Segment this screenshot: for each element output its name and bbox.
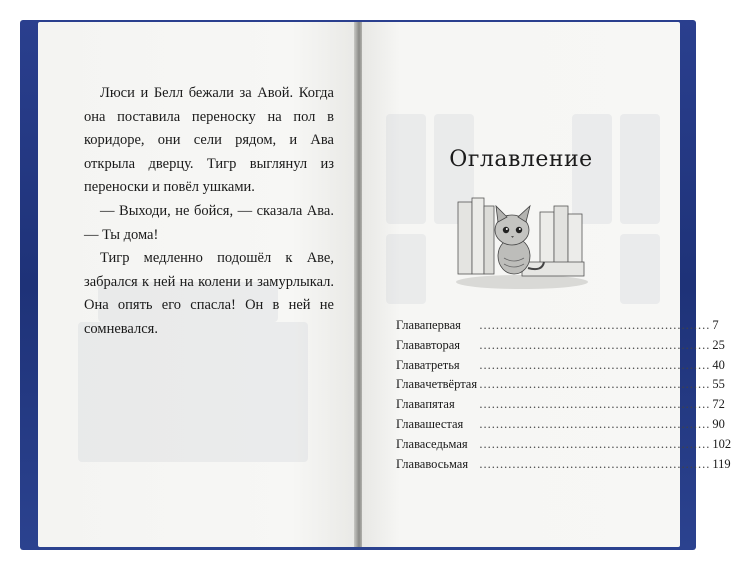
show-through-shape xyxy=(78,322,308,462)
toc-page-number: 40 xyxy=(712,357,725,372)
toc-leader-dots: ........................................................ xyxy=(479,397,711,412)
toc-chapter-word: Глава xyxy=(396,337,426,352)
toc-page-number: 72 xyxy=(712,397,725,412)
toc-entry[interactable] xyxy=(396,337,725,358)
right-page xyxy=(362,22,731,547)
toc-chapter-word: Глава xyxy=(396,416,426,431)
toc-leader-dots: ........................................................ xyxy=(479,357,711,372)
story-paragraph: Люси и Белл бежали за Авой. Когда она поставила переноску на пол в коридоре, они сели рядом, и Ава открыла дверцу. Тигр выглянул из переноски и повёл ушками. xyxy=(84,85,334,196)
toc-chapter-word: Глава xyxy=(396,318,426,332)
toc-chapter-ordinal: первая xyxy=(425,318,461,332)
story-text xyxy=(84,82,334,342)
toc-leader-dots: ........................................................ xyxy=(479,416,711,431)
toc-chapter-word: Глава xyxy=(396,377,426,392)
show-through-shape xyxy=(620,234,660,304)
toc-chapter-word: Глава xyxy=(396,397,426,412)
kitten-books-illustration xyxy=(452,184,592,292)
toc-leader-dots: ........................................................ xyxy=(479,337,711,352)
left-page xyxy=(38,22,356,547)
toc-chapter-ordinal: третья xyxy=(425,357,460,372)
toc-leader-dots: ........................................................ xyxy=(479,318,711,332)
toc-page-number: 55 xyxy=(712,377,725,392)
toc-chapter-ordinal: пятая xyxy=(425,397,455,412)
toc-entry[interactable] xyxy=(396,318,719,338)
story-paragraph: Тигр медленно подошёл к Аве, забрался к ней на колени и замурлыкал. Она опять его спасла! Он в ней не сомневался. xyxy=(84,250,334,337)
table-of-contents xyxy=(396,318,731,476)
toc-chapter-ordinal: восьмая xyxy=(425,456,469,471)
toc-chapter-ordinal: седьмая xyxy=(425,436,468,451)
show-through-shape xyxy=(386,234,426,304)
toc-page-number: 7 xyxy=(712,318,719,332)
toc-chapter-word: Глава xyxy=(396,357,426,372)
toc-page-number: 90 xyxy=(712,416,725,431)
story-paragraph: — Выходи, не бойся, — сказала Ава. — Ты дома! xyxy=(84,202,334,243)
toc-chapter-ordinal: вторая xyxy=(425,337,461,352)
toc-page-number: 119 xyxy=(712,456,731,471)
toc-leader-dots: ........................................................ xyxy=(479,436,711,451)
toc-chapter-word: Глава xyxy=(396,456,426,471)
toc-chapter-ordinal: шестая xyxy=(425,416,464,431)
toc-page-number: 25 xyxy=(712,337,725,352)
toc-entry[interactable] xyxy=(396,416,725,437)
toc-chapter-ordinal: четвёртая xyxy=(425,377,478,392)
toc-entry[interactable] xyxy=(396,357,725,378)
toc-leader-dots: ........................................................ xyxy=(479,456,711,471)
toc-page-number: 102 xyxy=(712,436,731,451)
toc-chapter-word: Глава xyxy=(396,436,426,451)
toc-entry[interactable] xyxy=(396,397,725,417)
toc-entry[interactable] xyxy=(396,456,731,477)
toc-leader-dots: ........................................................ xyxy=(479,377,711,392)
toc-title: Оглавление xyxy=(449,147,593,172)
toc-entry[interactable] xyxy=(396,377,725,397)
toc-entry[interactable] xyxy=(396,436,731,457)
